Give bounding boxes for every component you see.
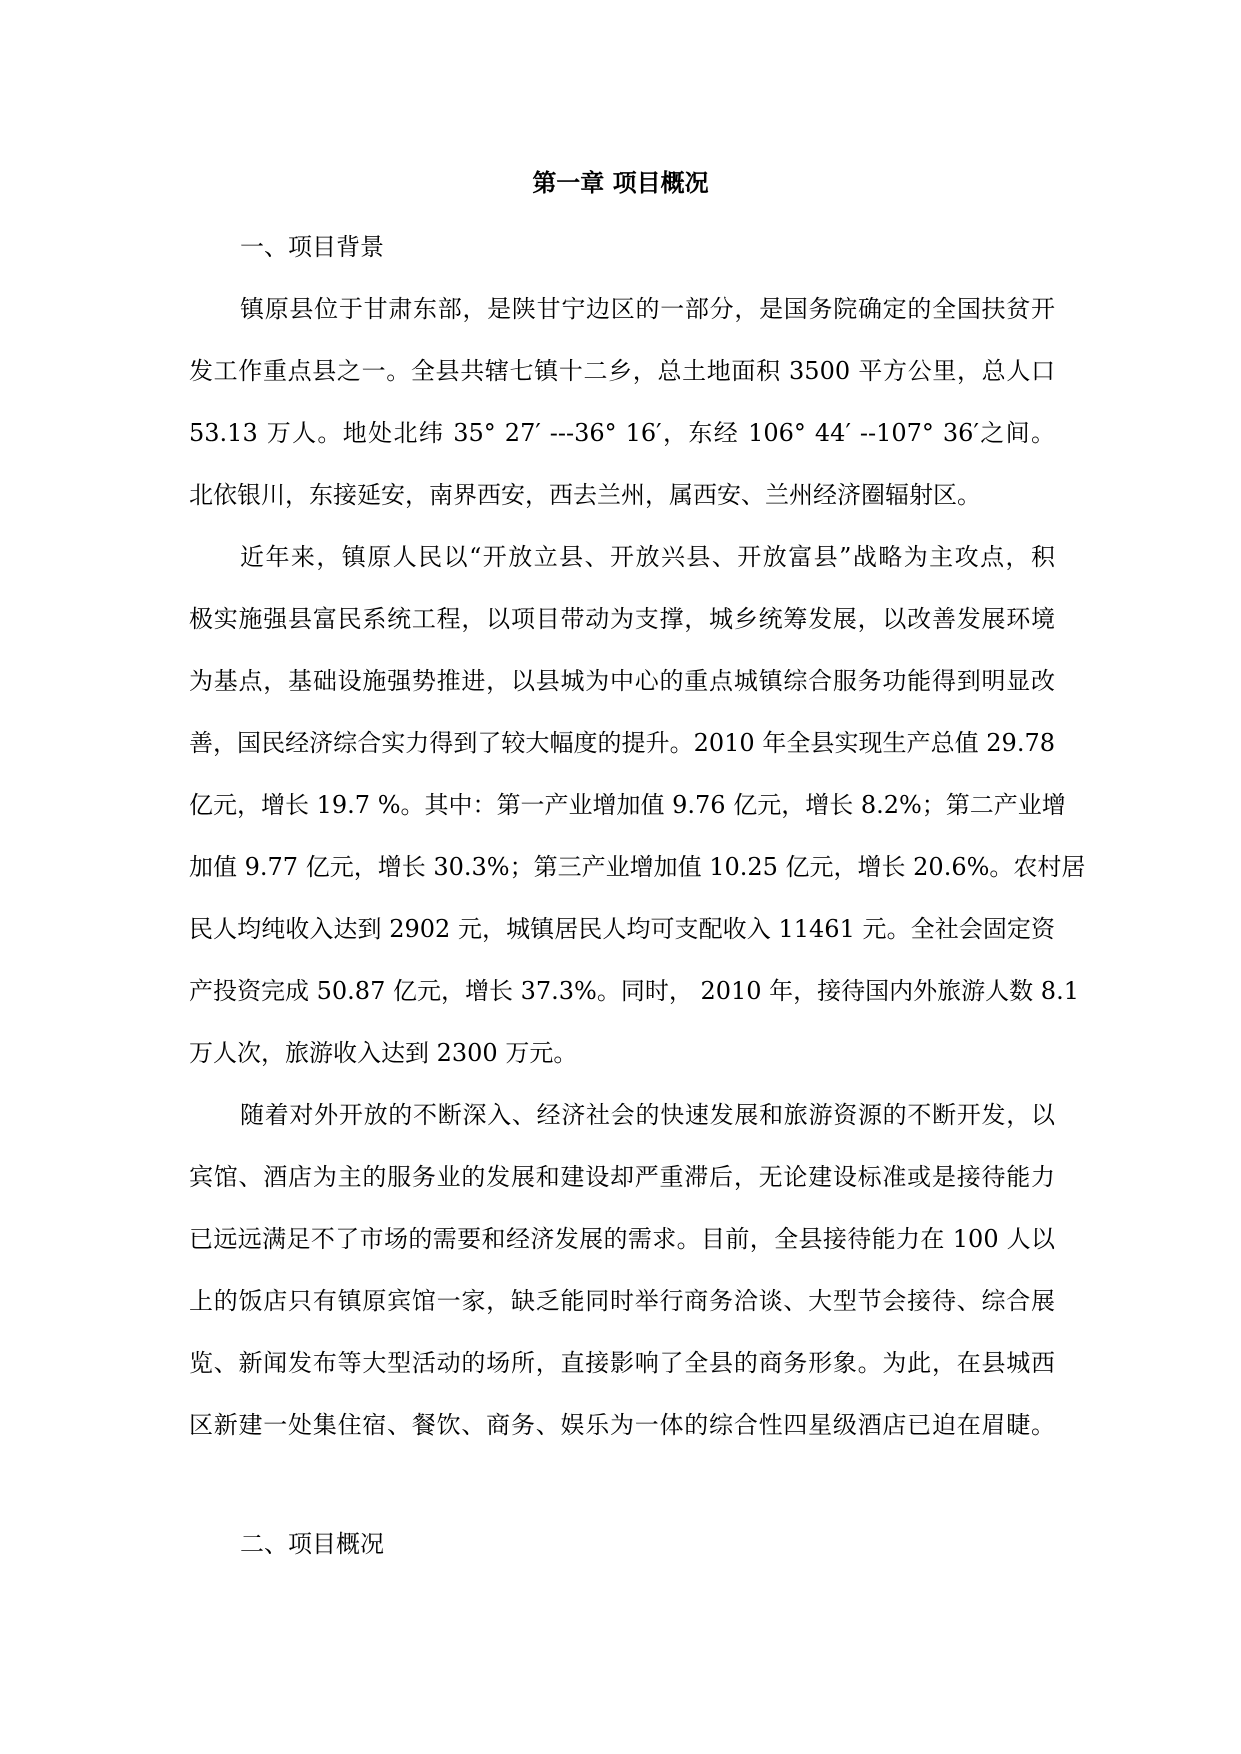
paragraph-line: 北依银川，东接延安，南界西安，西去兰州，属西安、兰州经济圈辐射区。 <box>189 481 981 509</box>
section-heading-background: 一、项目背景 <box>240 233 384 261</box>
paragraph-line: 发工作重点县之一。全县共辖七镇十二乡，总土地面积 3500 平方公里，总人口 <box>189 357 1055 385</box>
paragraph-line: 53.13 万人。地处北纬 35° 27′ ---36° 16′，东经 106° 44′ --107° 36′之间。 <box>189 419 1055 447</box>
paragraph-line: 为基点，基础设施强势推进，以县城为中心的重点城镇综合服务功能得到明显改 <box>189 667 1055 695</box>
section-heading-overview: 二、项目概况 <box>240 1530 384 1558</box>
paragraph-line: 区新建一处集住宿、餐饮、商务、娱乐为一体的综合性四星级酒店已迫在眉睫。 <box>189 1411 1055 1439</box>
paragraph-line: 镇原县位于甘肃东部，是陕甘宁边区的一部分，是国务院确定的全国扶贫开 <box>240 295 1055 323</box>
paragraph-line: 民人均纯收入达到 2902 元，城镇居民人均可支配收入 11461 元。全社会固定资 <box>189 915 1055 943</box>
paragraph-line: 产投资完成 50.87 亿元，增长 37.3%。同时， 2010 年，接待国内外旅游人数 8.1 <box>189 977 1079 1005</box>
paragraph-line: 随着对外开放的不断深入、经济社会的快速发展和旅游资源的不断开发，以 <box>240 1101 1055 1129</box>
paragraph-line: 近年来，镇原人民以“开放立县、开放兴县、开放富县”战略为主攻点，积 <box>240 543 1055 571</box>
paragraph-line: 加值 9.77 亿元，增长 30.3%；第三产业增加值 10.25 亿元，增长 20.6%。农村居 <box>189 853 1086 881</box>
paragraph-line: 善，国民经济综合实力得到了较大幅度的提升。2010 年全县实现生产总值 29.78 <box>189 729 1055 757</box>
paragraph-line: 览、新闻发布等大型活动的场所，直接影响了全县的商务形象。为此，在县城西 <box>189 1349 1055 1377</box>
paragraph-line: 极实施强县富民系统工程，以项目带动为支撑，城乡统筹发展，以改善发展环境 <box>189 605 1055 633</box>
paragraph-line: 已远远满足不了市场的需要和经济发展的需求。目前，全县接待能力在 100 人以 <box>189 1225 1055 1253</box>
paragraph-line: 宾馆、酒店为主的服务业的发展和建设却严重滞后，无论建设标准或是接待能力 <box>189 1163 1055 1191</box>
paragraph-line: 万人次，旅游收入达到 2300 万元。 <box>189 1039 578 1067</box>
paragraph-line: 亿元，增长 19.7 %。其中：第一产业增加值 9.76 亿元，增长 8.2%；第二产业增 <box>189 791 1066 819</box>
chapter-title: 第一章 项目概况 <box>532 168 709 197</box>
paragraph-line: 上的饭店只有镇原宾馆一家，缺乏能同时举行商务洽谈、大型节会接待、综合展 <box>189 1287 1055 1315</box>
